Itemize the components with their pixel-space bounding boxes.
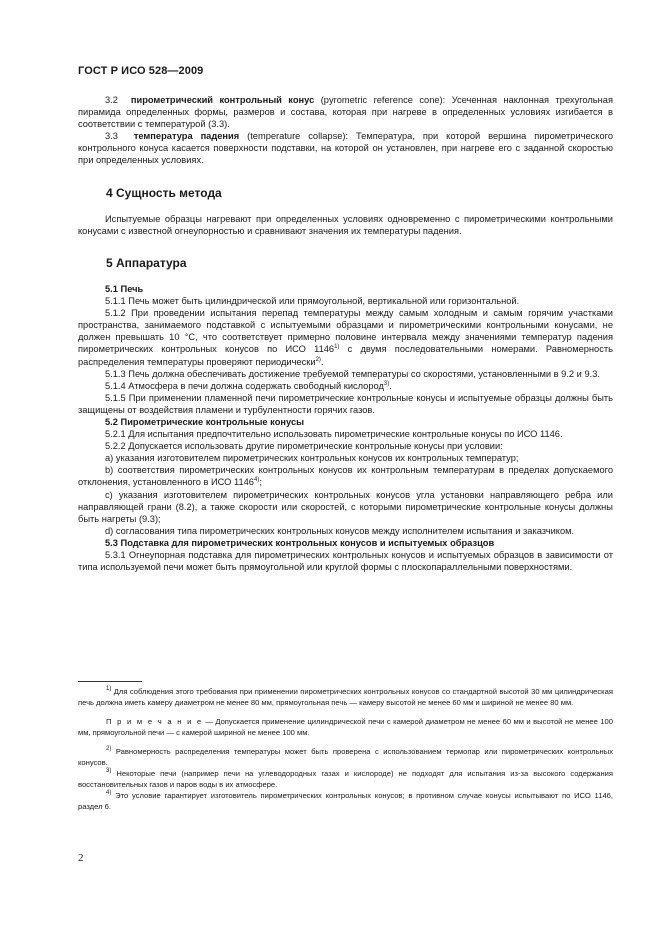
definition: (temperature collapse): Температура, при которой вершина пирометрического контрольного конуса касается поверхности подставки, на которой он установлен, при нагреве его с заданной скоростью при определенных условиях.	[78, 131, 613, 166]
term: пирометрический контрольный конус	[130, 95, 315, 105]
clause-5-1-4: 5.1.4 Атмосфера в печи должна содержать свободный кислород$^{3)}$.	[105, 380, 392, 391]
list-item-c: c) указания изготовителем пирометрических контрольных конусов угла установки направляющего ребра или направляющей грани (8.2), а также скорости или скоростей, с которыми пирометрические контрольные конусы должны быть нагреты (9.3);	[78, 489, 613, 524]
clause-5-1-2: 5.1.2 При проведении испытания перепад температуры между самым холодным и самым горячим участками пространства, занимаемого подставкой с испытуемыми образцами и пирометрическими контрольными конусами, не должен превышать 10 °С, что соответствует примерно половине интервала между значениями температур падения пирометрических контрольных конусов по ИСО 1146$^{1)}$ с двумя последовательными номерами. Равномерность распределения температуры проверяют периодически$^{2)}$.	[78, 308, 613, 367]
clause-5-1-heading: 5.1 Печь	[105, 283, 144, 294]
list-item-b: b) соответствия пирометрических контрольных конусов их контрольным температурам в пределах допускаемого отклонения, установленного в ИСО 1146$^{4)}$;	[78, 465, 613, 488]
footnote-ref[interactable]: 1)	[334, 344, 340, 351]
footnote-2: $^{2)}$ Равномерность распределения температуры может быть проверена с использованием термопар или пирометрических контрольных конусов.	[78, 746, 613, 767]
footnote-4: $^{4)}$ Это условие гарантирует изготовитель пирометрических контрольных конусов; в противном случае конусы испытывают по ИСО 1146, раздел 6.	[78, 790, 613, 811]
clause-5-1-1: 5.1.1 Печь может быть цилиндрической или прямоугольной, вертикальной или горизонтальной.	[105, 296, 520, 307]
footnote-note: П р и м е ч а н и е — Допускается применение цилиндрической печи с камерой диаметром не менее 60 мм и высотой не менее 100 мм, прямоугольной печи — с камерой шириной не менее 100 мм.	[78, 717, 613, 737]
clause-5-3-1: 5.3.1 Огнеупорная подставка для пирометрических контрольных конусов и испытуемых образцов в зависимости от типа используемой печи может быть прямоугольной или круглой формы с плоскопараллельными поверхностями.	[78, 550, 613, 573]
footnote-divider	[78, 681, 142, 682]
clause-5-2-1: 5.2.1 Для испытания предпочтительно использовать пирометрические контрольные конусы по ИСО 1146.	[105, 429, 563, 440]
footnote-ref[interactable]: 3)	[383, 380, 390, 387]
clause-5-1-5: 5.1.5 При применении пламенной печи пирометрические контрольные конусы и испытуемые образцы должны быть защищены от воздействия пламени и турбулентности горячих газов.	[78, 392, 613, 415]
running-header: ГОСТ Р ИСО 528—2009	[78, 65, 204, 77]
term: температура падения	[133, 131, 240, 142]
section-4-text: Испытуемые образцы нагревают при определенных условиях одновременно с пирометрическими контрольными конусами с известной огнеупорностью и сравнивают значения их температуры падения.	[78, 213, 613, 236]
clause-5-2-heading: 5.2 Пирометрические контрольные конусы	[105, 416, 305, 427]
list-item-d: d) согласования типа пирометрических контрольных конусов между исполнителем испытания и заказчиком.	[105, 525, 575, 536]
footnote-ref[interactable]: 4)	[253, 477, 260, 484]
footnotes	[78, 686, 613, 812]
clause-3-3	[78, 130, 613, 166]
list-item-a: а) указания изготовителем пирометрических контрольных конусов их контрольных температур;	[105, 453, 519, 464]
clause-3-2	[78, 94, 613, 130]
page-body	[78, 94, 613, 573]
definition: (pyrometric reference cone): Усеченная наклонная трехугольная пирамида определенных формы, размеров и состава, которая при нагреве в определенных условиях изгибается в соответствии с температурой (3.3).	[78, 95, 613, 130]
clause-5-2-2: 5.2.2 Допускается использовать другие пирометрические контрольные конусы при условии:	[105, 441, 503, 452]
clause-5-3-heading: 5.3 Подставка для пирометрических контрольных конусов и испытуемых образцов	[105, 537, 495, 548]
note-label: П р и м е ч а н и е	[106, 717, 203, 726]
section-4-heading: 4 Сущность метода	[106, 185, 222, 200]
footnote-ref[interactable]: 2)	[315, 356, 321, 363]
page-number: 2	[78, 852, 84, 864]
clause-number: 3.3	[105, 131, 118, 142]
footnote-1: $^{1)}$ Для соблюдения этого требования при применении пирометрических контрольных конусов со стандартной высотой 30 мм цилиндрическая печь должна иметь камеру диаметром не менее 80 мм, прямоугольная печь — камеру высотой не менее 60 мм и шириной не менее 80 мм.	[78, 686, 613, 707]
clause-5-1-3: 5.1.3 Печь должна обеспечивать достижение требуемой температуры со скоростями, установленными в 9.2 и 9.3.	[105, 368, 600, 379]
footnote-3: $^{3)}$ Некоторые печи (например печи на углеводородных газах и кислороде) не подходят для испытания из-за высокого содержания восстановительных газов и паров воды в их атмосфере.	[78, 768, 613, 789]
clause-number: 3.2	[105, 95, 118, 105]
section-5-heading: 5 Аппаратура	[106, 255, 187, 270]
